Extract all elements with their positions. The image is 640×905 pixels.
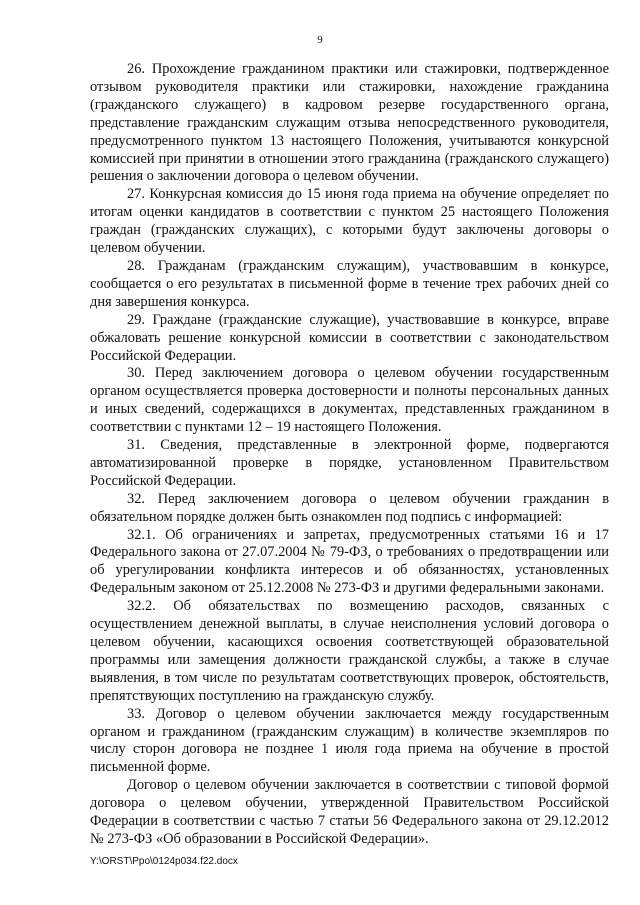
paragraph-28: 28. Гражданам (гражданским служащим), участвовавшим в конкурсе, сообщается о его результатах в письменной форме в течение трех рабочих дней со дня завершения конкурса. <box>90 257 609 310</box>
paragraph-31: 31. Сведения, представленные в электронной форме, подвергаются автоматизированной проверке в порядке, установленном Правительством Российской Федерации. <box>90 437 609 489</box>
footer-file-path: Y:\ORST\Ppo\0124p034.f22.docx <box>90 856 238 867</box>
page-number: 9 <box>317 34 323 46</box>
paragraph-27: 27. Конкурсная комиссия до 15 июня года приема на обучение определяет по итогам оценки кандидатов в соответствии с пунктом 25 настоящего Положения граждан (гражданских служащих), с которыми будут заключены договоры о целевом обучении. <box>90 186 609 257</box>
paragraph-33: 33. Договор о целевом обучении заключается между государственным органом и гражданином (гражданским служащим) в количестве экземпляров по числу сторон договора не позднее 1 июля года приема на обучение в простой письменной форме. <box>90 705 609 776</box>
document-body <box>90 61 609 849</box>
paragraph-33-continuation: Договор о целевом обучении заключается в соответствии с типовой формой договора о целевом обучении, утвержденной Правительством Российской Федерации в соответствии с частью 7 статьи 56 Федерального закона от 29.12.2012 № 273-ФЗ «Об образовании в Российской Федерации». <box>90 777 609 847</box>
paragraph-29: 29. Граждане (гражданские служащие), участвовавшие в конкурсе, вправе обжаловать решение конкурсной комиссии в соответствии с законодательством Российской Федерации. <box>90 311 609 364</box>
paragraph-26: 26. Прохождение гражданином практики или стажировки, подтвержденное отзывом руководителя практики или стажировки, нахождение гражданина (гражданского служащего) в кадровом резерве государственного органа, представление гражданским служащим отзыва непосредственного руководителя, предусмотренного пунктом 13 настоящего Положения, учитываются конкурсной комиссией при принятии в отношении этого гражданина (гражданского служащего) решения о заключении договора о целевом обучении. <box>90 61 609 185</box>
paragraph-32-1: 32.1. Об ограничениях и запретах, предусмотренных статьями 16 и 17 Федерального закона от 27.07.2004 № 79-ФЗ, о требованиях о предотвращении или об урегулировании конфликта интересов и об обязанностях, установленных Федеральным законом от 25.12.2008 № 273-ФЗ и другими федеральными законами. <box>90 526 609 597</box>
paragraph-32-2: 32.2. Об обязательствах по возмещению расходов, связанных с осуществлением денежной выплаты, в случае неисполнения условий договора о целевом обучении, касающихся освоения соответствующей образовательной программы или замещения должности гражданской службы, а также в случае выявления, в том числе по результатам соответствующих проверок, обстоятельств, препятствующих поступлению на гражданскую службу. <box>90 598 609 704</box>
paragraph-32: 32. Перед заключением договора о целевом обучении гражданин в обязательном порядке должен быть ознакомлен под подпись с информацией: <box>90 490 609 525</box>
paragraph-30: 30. Перед заключением договора о целевом обучении государственным органом осуществляется проверка достоверности и полноты персональных данных и иных сведений, содержащихся в документах, представленных гражданином в соответствии с пунктами 12 – 19 настоящего Положения. <box>90 365 609 436</box>
